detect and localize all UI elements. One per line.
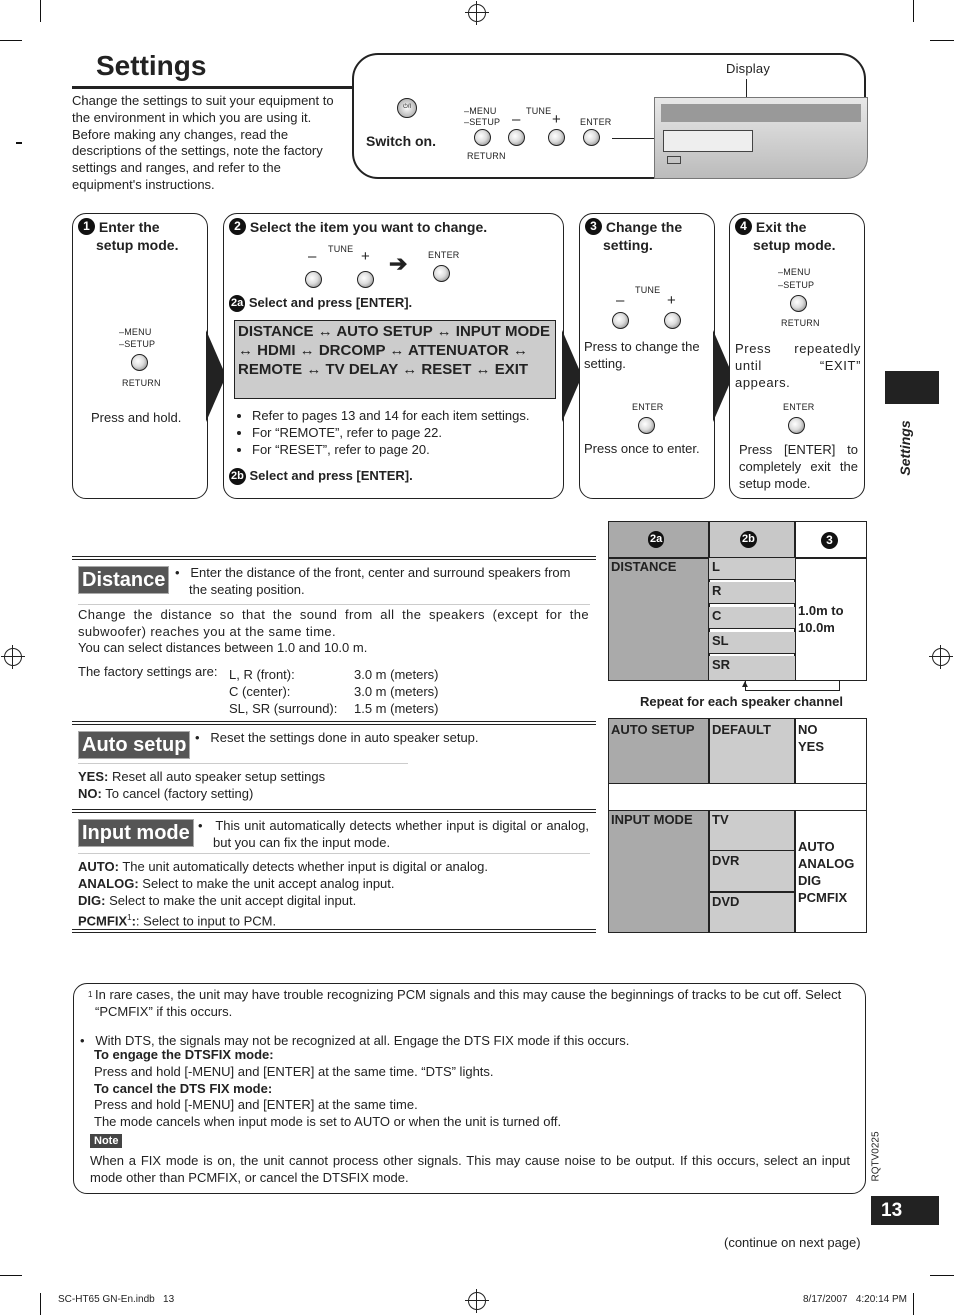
enter-label: ENTER bbox=[783, 402, 815, 412]
substep-tag: 2a bbox=[229, 295, 245, 312]
source-cell: DVD bbox=[712, 894, 740, 909]
crop-mark bbox=[913, 1293, 914, 1315]
tune-minus-button[interactable] bbox=[305, 271, 322, 288]
step-number: 1 bbox=[78, 218, 95, 235]
cancel-text: Press and hold [-MENU] and [ENTER] at the same time. bbox=[94, 1097, 418, 1112]
divider bbox=[78, 853, 590, 854]
menu-item-list: DISTANCE ↔ AUTO SETUP ↔ INPUT MODE ↔ HDMI ↔ DRCOMP ↔ ATTENUATOR ↔ REMOTE ↔ TV DELAY ↔ RESET ↔ EXIT bbox=[234, 320, 556, 399]
dts-note-text: With DTS, the signals may not be recognized at all. Engage the DTS FIX mode if this occurs. bbox=[95, 1033, 630, 1048]
tune-minus-button[interactable] bbox=[508, 129, 525, 146]
section-rule bbox=[72, 721, 596, 725]
substep-text: Select and press [ENTER]. bbox=[248, 295, 413, 310]
settings-table bbox=[608, 521, 867, 933]
enter-label: ENTER bbox=[428, 250, 460, 260]
menu-label: MENU bbox=[124, 327, 152, 337]
option-desc: Reset all auto speaker setup settings bbox=[108, 769, 326, 784]
tune-plus-button[interactable] bbox=[664, 312, 681, 329]
divider bbox=[78, 604, 590, 605]
note-label: Note bbox=[90, 1134, 122, 1148]
enter-button[interactable] bbox=[638, 417, 655, 434]
intro-text: Change the settings to suit your equipment to the environment in which you are using it. Before making any changes, read the descriptions of the settings, note the factory settings and ranges, and refer to the equipment's instructions. bbox=[72, 93, 334, 192]
option-cell: NO bbox=[798, 722, 818, 737]
crop-mark bbox=[40, 1293, 41, 1315]
enter-button[interactable] bbox=[583, 129, 600, 146]
crop-mark bbox=[16, 142, 22, 144]
crop-mark bbox=[913, 0, 914, 22]
step-description: Press and hold. bbox=[91, 410, 182, 425]
distance-bullet-text: Enter the distance of the front, center and surround speakers from the seating position. bbox=[189, 565, 571, 597]
option-cell: YES bbox=[798, 739, 825, 754]
return-label: RETURN bbox=[781, 318, 820, 328]
section-rule bbox=[72, 809, 596, 813]
return-label: RETURN bbox=[467, 151, 506, 161]
menu-setup-button[interactable] bbox=[474, 129, 491, 146]
registration-mark bbox=[932, 648, 950, 666]
column-header: 2a bbox=[648, 531, 664, 548]
registration-mark bbox=[468, 1292, 486, 1310]
channel-cell: C bbox=[712, 608, 722, 623]
source-cell: DVR bbox=[712, 853, 740, 868]
step-title: setup mode. bbox=[96, 237, 179, 253]
option-cell: ANALOG bbox=[798, 856, 855, 871]
step-title: Select the item you want to change. bbox=[249, 219, 488, 235]
range-cell: 1.0m to 10.0m bbox=[798, 603, 844, 635]
step-description: Press [ENTER] to completely exit the setup mode. bbox=[739, 442, 858, 491]
tune-label: TUNE bbox=[526, 106, 552, 116]
note-item: • For “RESET”, refer to page 20. bbox=[252, 441, 562, 458]
crop-mark bbox=[0, 1275, 22, 1276]
channel-cell: SR bbox=[712, 657, 731, 672]
tune-label: TUNE bbox=[635, 285, 661, 295]
crop-mark bbox=[40, 0, 41, 22]
source-cell: TV bbox=[712, 812, 729, 827]
return-label: RETURN bbox=[122, 378, 161, 388]
cancel-heading: To cancel the DTS FIX mode: bbox=[94, 1081, 273, 1096]
tune-plus-button[interactable] bbox=[548, 129, 565, 146]
setup-label: SETUP bbox=[124, 339, 156, 349]
registration-mark bbox=[4, 648, 22, 666]
footnote-ref: 1 bbox=[127, 913, 132, 922]
arrow-up-icon: ▲ bbox=[740, 679, 750, 690]
step-title: setting. bbox=[603, 237, 653, 253]
minus-sign: – bbox=[512, 111, 521, 128]
setup-label: SETUP bbox=[469, 117, 501, 127]
minus-sign: – bbox=[616, 292, 625, 309]
step-number: 3 bbox=[585, 218, 602, 235]
item-cell: DEFAULT bbox=[712, 722, 771, 737]
tune-plus-button[interactable] bbox=[357, 271, 374, 288]
tune-minus-button[interactable] bbox=[612, 312, 629, 329]
factory-value: 1.5 m (meters) bbox=[354, 701, 439, 716]
distance-paragraph: Change the distance so that the sound from all the speakers (except for the subwoofer) reaches you at the same time. bbox=[78, 607, 589, 639]
enter-label: ENTER bbox=[632, 402, 664, 412]
repeat-note: Repeat for each speaker channel bbox=[639, 694, 844, 709]
section-rule bbox=[72, 929, 596, 933]
option-cell: DIG bbox=[798, 873, 822, 888]
step-title: Exit the bbox=[755, 219, 807, 235]
sidebar-label: Settings bbox=[897, 420, 913, 476]
option-desc: Select to make the unit accept analog input. bbox=[138, 876, 395, 891]
device-panel: ⏻/I Switch on. –MENU –SETUP RETURN TUNE – + ENTER Display bbox=[352, 53, 866, 179]
auto-setup-title: Auto setup bbox=[78, 731, 190, 759]
option-desc: To cancel (factory setting) bbox=[101, 786, 254, 801]
engage-text: Press and hold [-MENU] and [ENTER] at the same time. “DTS” lights. bbox=[94, 1064, 494, 1079]
option-desc: : Select to input to PCM. bbox=[135, 913, 277, 929]
option-cell: AUTO bbox=[798, 839, 835, 854]
note-item: • Refer to pages 13 and 14 for each item settings. bbox=[252, 407, 562, 424]
channel-cell: SL bbox=[712, 633, 729, 648]
substep-tag: 2b bbox=[229, 468, 246, 485]
input-mode-bullet: • This unit automatically detects whether input is digital or analog, but you can fix the input mode. bbox=[198, 818, 589, 850]
option-key: DIG: bbox=[78, 893, 106, 908]
enter-button[interactable] bbox=[788, 417, 805, 434]
option-key: NO: bbox=[78, 786, 102, 801]
engage-heading: To engage the DTSFIX mode: bbox=[94, 1047, 274, 1062]
section-rule bbox=[72, 556, 596, 560]
auto-setup-bullet: • Reset the settings done in auto speaker setup. bbox=[195, 730, 479, 745]
crop-mark bbox=[930, 1275, 954, 1276]
registration-mark bbox=[468, 4, 486, 22]
distance-range: You can select distances between 1.0 and 10.0 m. bbox=[78, 640, 368, 655]
channel-cell: L bbox=[712, 559, 720, 574]
note-text: When a FIX mode is on, the unit cannot process other signals. This may cause noise to be output. If this occurs, select an input mode other than PCMFIX, or cancel the DTSFIX mode. bbox=[90, 1153, 850, 1185]
factory-value: 3.0 m (meters) bbox=[354, 684, 439, 699]
menu-label: MENU bbox=[469, 106, 497, 116]
continue-note: (continue on next page) bbox=[724, 1235, 861, 1250]
switch-on-label: Switch on. bbox=[366, 133, 436, 149]
footnote-1 bbox=[88, 987, 854, 1021]
crop-mark bbox=[0, 40, 22, 41]
tune-label: TUNE bbox=[328, 244, 354, 254]
option-key: YES: bbox=[78, 769, 109, 784]
menu-setup-button[interactable] bbox=[131, 354, 148, 371]
factory-value: 3.0 m (meters) bbox=[354, 667, 439, 682]
option-desc: The unit automatically detects whether input is digital or analog. bbox=[118, 859, 488, 874]
column-header: 3 bbox=[821, 532, 838, 549]
receiver-illustration bbox=[654, 97, 868, 179]
step-2-box bbox=[223, 213, 564, 499]
step-description: Press to change the setting. bbox=[584, 339, 700, 371]
crop-mark bbox=[930, 40, 954, 41]
factory-channel: L, R (front): bbox=[229, 667, 295, 682]
input-mode-title: Input mode bbox=[78, 819, 194, 847]
enter-button[interactable] bbox=[433, 265, 450, 282]
menu-setup-button[interactable] bbox=[790, 295, 807, 312]
footnote-1-text: In rare cases, the unit may have trouble recognizing PCM signals and this may cause the beginnings of tracks to be cut off. Select “PCMFIX” if this occurs. bbox=[95, 987, 842, 1019]
option-key: PCMFIX bbox=[78, 913, 128, 929]
distance-title: Distance bbox=[78, 566, 169, 594]
footnote-mark: 1 bbox=[88, 990, 93, 999]
document-code: RQTV0225 bbox=[870, 1131, 882, 1182]
menu-label: MENU bbox=[783, 267, 811, 277]
option-desc: Select to make the unit accept digital input. bbox=[105, 893, 357, 908]
auto-setup-options bbox=[78, 768, 325, 802]
power-button[interactable]: ⏻/I bbox=[397, 98, 417, 118]
note-item: • For “REMOTE”, refer to page 22. bbox=[252, 424, 562, 441]
step-4-box: 4 Exit the setup mode. –MENU –SETUP RETURN Press repeatedly until “EXIT” appears. ENTER Press [ENTER] to completely exit the setup mode. bbox=[729, 213, 865, 499]
row-label: INPUT MODE bbox=[611, 812, 693, 827]
plus-sign: + bbox=[667, 292, 676, 309]
cancel-text-2: The mode cancels when input mode is set to AUTO or when the unit is turned off. bbox=[94, 1114, 562, 1129]
auto-setup-bullet-text: Reset the settings done in auto speaker setup. bbox=[210, 730, 479, 745]
step-description: Press once to enter. bbox=[584, 441, 700, 456]
step-1-box: 1 Enter the setup mode. –MENU –SETUP RETURN Press and hold. bbox=[72, 213, 208, 499]
footnote-box bbox=[73, 983, 866, 1194]
minus-sign: – bbox=[308, 248, 317, 265]
option-key: ANALOG: bbox=[78, 876, 139, 891]
section-tab bbox=[885, 371, 939, 404]
page-title: Settings bbox=[96, 50, 207, 81]
step-number: 4 bbox=[735, 218, 752, 235]
print-date: 8/17/2007 4:20:14 PM bbox=[803, 1294, 907, 1305]
plus-sign: + bbox=[552, 111, 561, 128]
file-name: SC-HT65 GN-En.indb 13 bbox=[58, 1294, 175, 1305]
row-label: DISTANCE bbox=[611, 559, 677, 574]
setup-label: SETUP bbox=[783, 280, 815, 290]
page-number: 13 bbox=[871, 1196, 939, 1225]
channel-cell: R bbox=[712, 583, 722, 598]
enter-label: ENTER bbox=[580, 117, 612, 127]
step-title: Enter the bbox=[98, 219, 160, 235]
factory-channel: C (center): bbox=[229, 684, 291, 699]
factory-label: The factory settings are: bbox=[78, 664, 218, 679]
dts-note: • With DTS, the signals may not be recognized at all. Engage the DTS FIX mode if this occurs. bbox=[80, 1033, 630, 1048]
arrow-right-icon: ➔ bbox=[389, 251, 408, 276]
step-title: setup mode. bbox=[753, 237, 836, 253]
column-header: 2b bbox=[740, 531, 757, 548]
row-label: AUTO SETUP bbox=[611, 722, 695, 737]
repeat-bracket bbox=[745, 681, 840, 691]
factory-table bbox=[229, 666, 439, 717]
step-description: Press repeatedly until “EXIT” appears. bbox=[735, 341, 861, 390]
step-number: 2 bbox=[229, 218, 246, 235]
distance-bullet: • Enter the distance of the front, center and surround speakers from the seating position. bbox=[175, 565, 571, 597]
divider bbox=[78, 763, 408, 764]
input-mode-bullet-text: This unit automatically detects whether input is digital or analog, but you can fix the input mode. bbox=[213, 818, 589, 850]
substep-text: Select and press [ENTER]. bbox=[249, 468, 413, 483]
step-3-box bbox=[579, 213, 715, 499]
plus-sign: + bbox=[361, 248, 370, 265]
display-label: Display bbox=[726, 61, 771, 76]
title-rule bbox=[72, 86, 354, 89]
step-title: Change the bbox=[605, 219, 683, 235]
option-key: AUTO: bbox=[78, 859, 119, 874]
option-cell: PCMFIX bbox=[798, 890, 848, 905]
pointer-line bbox=[612, 138, 656, 139]
input-mode-options: AUTO: The unit automatically detects whether input is digital or analog. ANALOG: Select to make the unit accept analog input. DIG: Select to make the unit accept digital input. PCMFIX$^1$:: Select to input to PCM. bbox=[78, 859, 488, 929]
factory-channel: SL, SR (surround): bbox=[229, 701, 338, 716]
